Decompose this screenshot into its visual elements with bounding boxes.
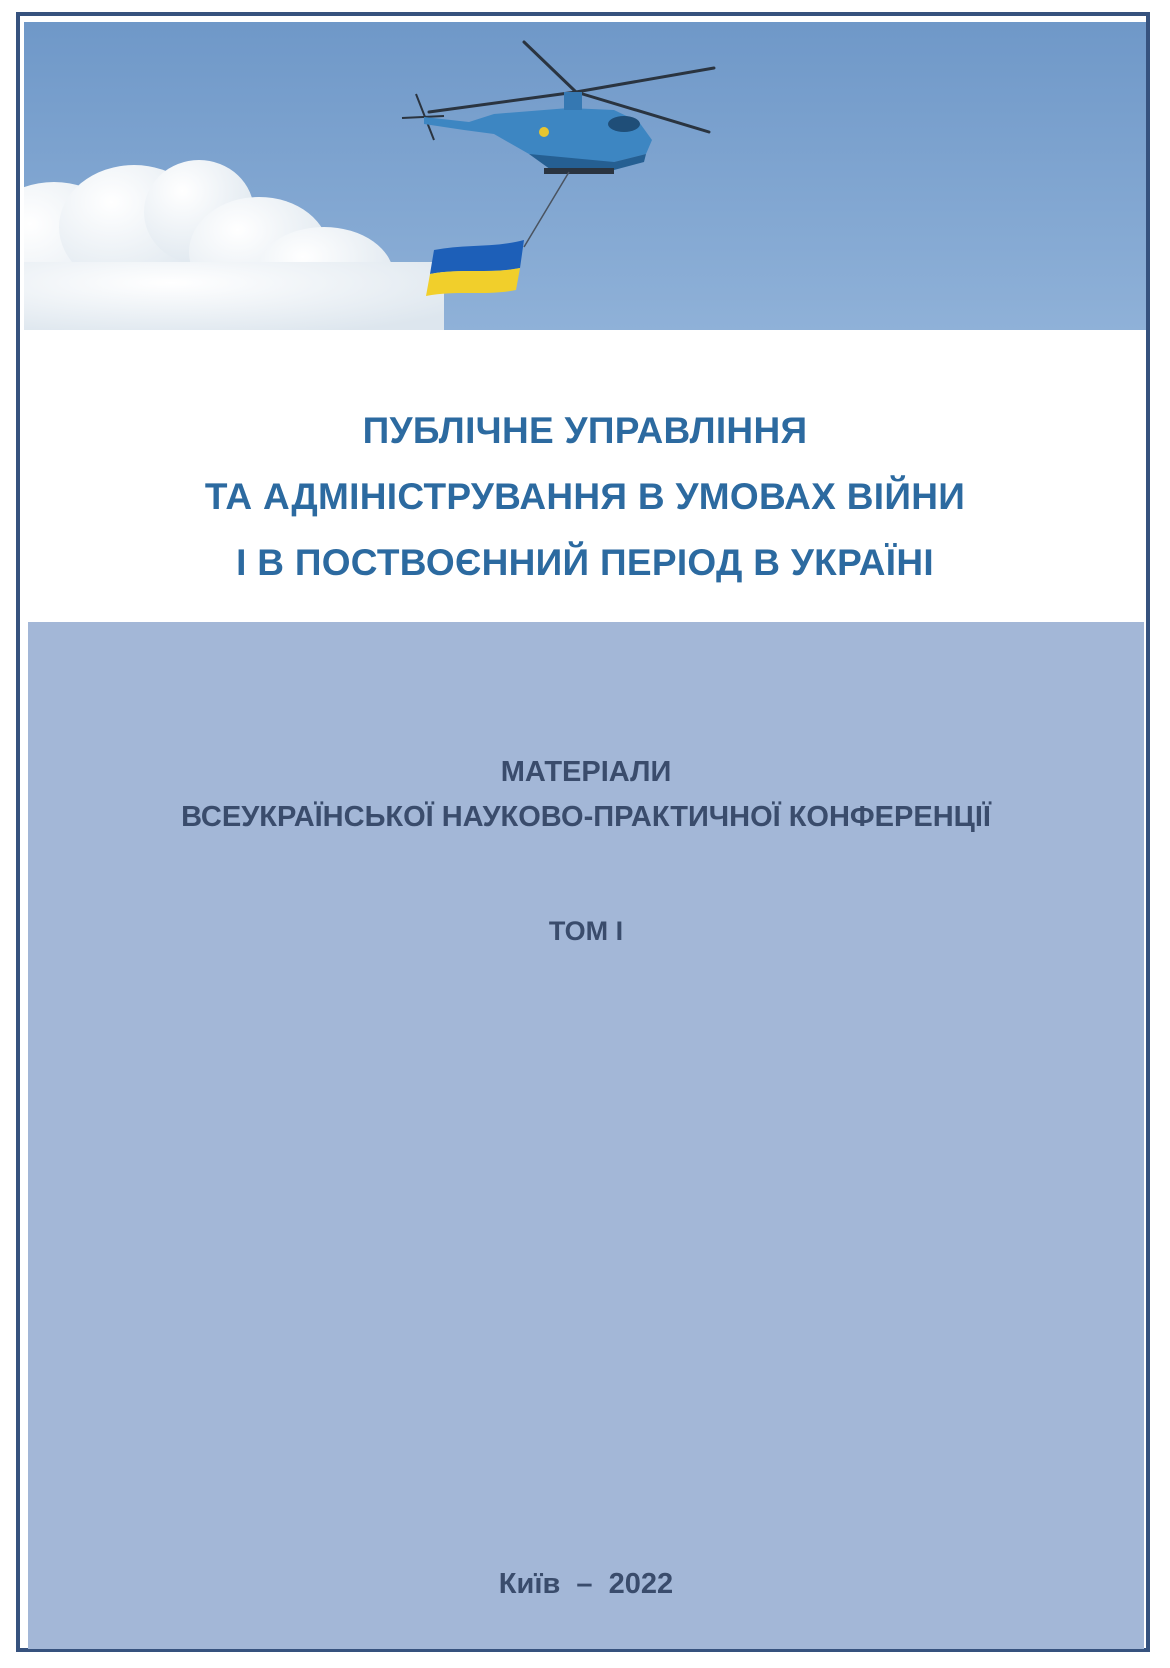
document-title xyxy=(24,398,1146,596)
title-line-3: І В ПОСТВОЄННИЙ ПЕРІОД В УКРАЇНІ xyxy=(236,542,934,583)
info-panel xyxy=(28,622,1144,1649)
subtitle-line-2: ВСЕУКРАЇНСЬКОЇ НАУКОВО-ПРАКТИЧНОЇ КОНФЕРЕНЦІЇ xyxy=(181,801,991,833)
place-year: Київ – 2022 xyxy=(498,1568,674,1600)
title-area xyxy=(24,330,1146,622)
helicopter-with-ukrainian-flag-image xyxy=(24,22,1146,330)
title-line-2: ТА АДМІНІСТРУВАННЯ В УМОВАХ ВІЙНИ xyxy=(204,476,966,517)
volume-label: ТОМ І xyxy=(548,916,624,946)
title-line-1: ПУБЛІЧНЕ УПРАВЛІННЯ xyxy=(362,410,808,451)
conference-materials-heading xyxy=(28,750,1144,840)
subtitle-line-1: МАТЕРІАЛИ xyxy=(500,756,672,788)
